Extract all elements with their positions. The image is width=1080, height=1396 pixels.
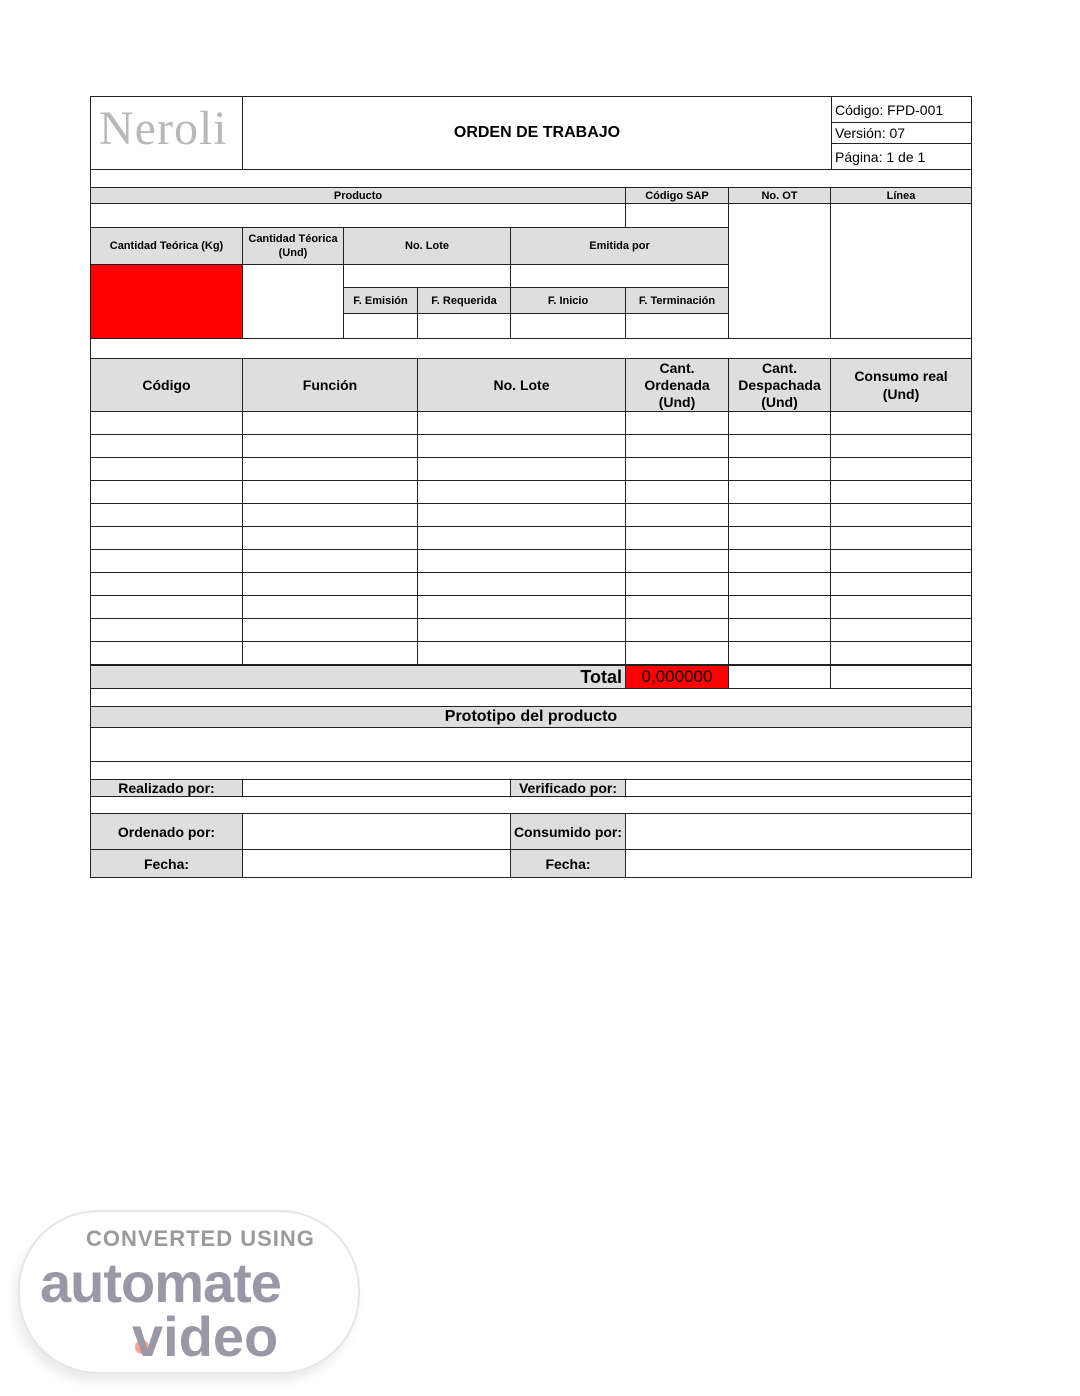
item-cell-no-lote[interactable] (417, 480, 626, 504)
cantidad-und-field[interactable] (242, 264, 344, 339)
item-cell-cant-despachada[interactable] (728, 480, 831, 504)
item-cell-consumo-real[interactable] (830, 434, 972, 458)
item-cell-funcion[interactable] (242, 457, 418, 481)
item-cell-codigo[interactable] (90, 526, 243, 550)
no-lote-header: No. Lote (343, 227, 511, 265)
spacer-row (90, 169, 972, 188)
consumido-label: Consumido por: (510, 813, 626, 850)
col-consumo-real: Consumo real (Und) (830, 358, 972, 412)
item-cell-funcion[interactable] (242, 572, 418, 596)
logo-text: Neroli (99, 102, 228, 155)
item-cell-no-lote[interactable] (417, 434, 626, 458)
item-cell-codigo[interactable] (90, 595, 243, 619)
codigo-sap-field[interactable] (625, 203, 729, 228)
item-cell-consumo-real[interactable] (830, 549, 972, 573)
item-cell-cant-ordenada[interactable] (625, 595, 729, 619)
item-cell-cant-despachada[interactable] (728, 572, 831, 596)
item-cell-funcion[interactable] (242, 503, 418, 527)
item-cell-cant-despachada[interactable] (728, 503, 831, 527)
watermark-line1: CONVERTED USING (86, 1226, 315, 1251)
item-cell-cant-ordenada[interactable] (625, 503, 729, 527)
spacer-row (90, 338, 972, 359)
item-cell-codigo[interactable] (90, 549, 243, 573)
item-cell-consumo-real[interactable] (830, 572, 972, 596)
item-cell-cant-despachada[interactable] (728, 549, 831, 573)
f-inicio-header: F. Inicio (510, 287, 626, 314)
item-cell-funcion[interactable] (242, 480, 418, 504)
item-cell-codigo[interactable] (90, 434, 243, 458)
item-cell-cant-ordenada[interactable] (625, 480, 729, 504)
fecha-field-right[interactable] (625, 849, 972, 878)
consumido-field[interactable] (625, 813, 972, 850)
item-cell-cant-ordenada[interactable] (625, 411, 729, 435)
item-cell-consumo-real[interactable] (830, 595, 972, 619)
realizado-label: Realizado por: (90, 779, 243, 797)
item-cell-no-lote[interactable] (417, 503, 626, 527)
fecha-field-left[interactable] (242, 849, 511, 878)
ordenado-label: Ordenado por: (90, 813, 243, 850)
item-cell-no-lote[interactable] (417, 457, 626, 481)
item-cell-funcion[interactable] (242, 618, 418, 642)
prototipo-field[interactable] (90, 727, 972, 762)
item-cell-funcion[interactable] (242, 595, 418, 619)
codigo-sap-header: Código SAP (625, 187, 729, 204)
col-codigo: Código (90, 358, 243, 412)
item-cell-funcion[interactable] (242, 641, 418, 665)
cantidad-kg-field[interactable] (90, 264, 243, 339)
item-cell-cant-ordenada[interactable] (625, 572, 729, 596)
item-cell-funcion[interactable] (242, 411, 418, 435)
item-cell-codigo[interactable] (90, 641, 243, 665)
f-requerida-header: F. Requerida (417, 287, 511, 314)
item-cell-cant-ordenada[interactable] (625, 549, 729, 573)
item-cell-no-lote[interactable] (417, 549, 626, 573)
fecha-label-right: Fecha: (510, 849, 626, 878)
producto-header: Producto (90, 187, 626, 204)
col-cant-despachada: Cant. Despachada (Und) (728, 358, 831, 412)
total-despachada-field[interactable] (728, 665, 831, 689)
item-cell-cant-despachada[interactable] (728, 641, 831, 665)
f-emision-header: F. Emisión (343, 287, 418, 314)
item-cell-consumo-real[interactable] (830, 618, 972, 642)
f-requerida-field[interactable] (417, 313, 511, 339)
verificado-label: Verificado por: (510, 779, 626, 797)
total-consumo-field[interactable] (830, 665, 972, 689)
total-value: 0,000000 (625, 665, 729, 689)
item-cell-no-lote[interactable] (417, 526, 626, 550)
item-cell-funcion[interactable] (242, 434, 418, 458)
f-terminacion-header: F. Terminación (625, 287, 729, 314)
item-cell-consumo-real[interactable] (830, 641, 972, 665)
item-cell-codigo[interactable] (90, 618, 243, 642)
item-cell-cant-despachada[interactable] (728, 457, 831, 481)
spacer-row (90, 761, 972, 780)
verificado-field[interactable] (625, 779, 972, 797)
document-version: Versión: 07 (831, 122, 972, 144)
producto-field[interactable] (90, 203, 626, 228)
emitida-por-header: Emitida por (510, 227, 729, 265)
item-cell-consumo-real[interactable] (830, 526, 972, 550)
item-cell-cant-ordenada[interactable] (625, 434, 729, 458)
no-ot-header: No. OT (728, 187, 831, 204)
item-cell-funcion[interactable] (242, 526, 418, 550)
document-code: Código: FPD-001 (831, 96, 972, 123)
item-cell-cant-ordenada[interactable] (625, 526, 729, 550)
item-cell-no-lote[interactable] (417, 572, 626, 596)
no-ot-field[interactable] (728, 203, 831, 339)
item-cell-cant-despachada[interactable] (728, 595, 831, 619)
item-cell-consumo-real[interactable] (830, 480, 972, 504)
total-label: Total (90, 665, 626, 689)
converter-watermark (18, 1210, 360, 1374)
f-inicio-field[interactable] (510, 313, 626, 339)
linea-header: Línea (830, 187, 972, 204)
emitida-por-field[interactable] (510, 264, 729, 288)
company-logo (90, 96, 243, 170)
item-cell-cant-ordenada[interactable] (625, 618, 729, 642)
item-cell-no-lote[interactable] (417, 595, 626, 619)
item-cell-codigo[interactable] (90, 572, 243, 596)
item-cell-cant-despachada[interactable] (728, 618, 831, 642)
col-cant-ordenada: Cant. Ordenada (Und) (625, 358, 729, 412)
item-cell-funcion[interactable] (242, 549, 418, 573)
item-cell-cant-despachada[interactable] (728, 411, 831, 435)
item-cell-codigo[interactable] (90, 411, 243, 435)
item-cell-no-lote[interactable] (417, 641, 626, 665)
no-lote-field[interactable] (343, 264, 511, 288)
item-cell-no-lote[interactable] (417, 411, 626, 435)
document-page: Página: 1 de 1 (831, 143, 972, 170)
item-cell-cant-despachada[interactable] (728, 434, 831, 458)
spacer-row (90, 688, 972, 707)
f-emision-field[interactable] (343, 313, 418, 339)
item-cell-consumo-real[interactable] (830, 457, 972, 481)
document-title: ORDEN DE TRABAJO (242, 96, 832, 170)
cantidad-und-header: Cantidad Téorica (Und) (242, 227, 344, 265)
realizado-field[interactable] (242, 779, 511, 797)
prototipo-header: Prototipo del producto (90, 706, 972, 728)
item-cell-cant-ordenada[interactable] (625, 457, 729, 481)
col-funcion: Función (242, 358, 418, 412)
item-cell-no-lote[interactable] (417, 618, 626, 642)
item-cell-cant-ordenada[interactable] (625, 641, 729, 665)
ordenado-field[interactable] (242, 813, 511, 850)
fecha-label-left: Fecha: (90, 849, 243, 878)
linea-field[interactable] (830, 203, 972, 339)
item-cell-codigo[interactable] (90, 457, 243, 481)
f-terminacion-field[interactable] (625, 313, 729, 339)
watermark-line2: automate (40, 1251, 281, 1314)
item-cell-codigo[interactable] (90, 480, 243, 504)
item-cell-codigo[interactable] (90, 503, 243, 527)
item-cell-cant-despachada[interactable] (728, 526, 831, 550)
spacer-row (90, 796, 972, 814)
item-cell-consumo-real[interactable] (830, 503, 972, 527)
watermark-line3: video (132, 1305, 279, 1368)
col-no-lote: No. Lote (417, 358, 626, 412)
cantidad-kg-header: Cantidad Teórica (Kg) (90, 227, 243, 265)
item-cell-consumo-real[interactable] (830, 411, 972, 435)
